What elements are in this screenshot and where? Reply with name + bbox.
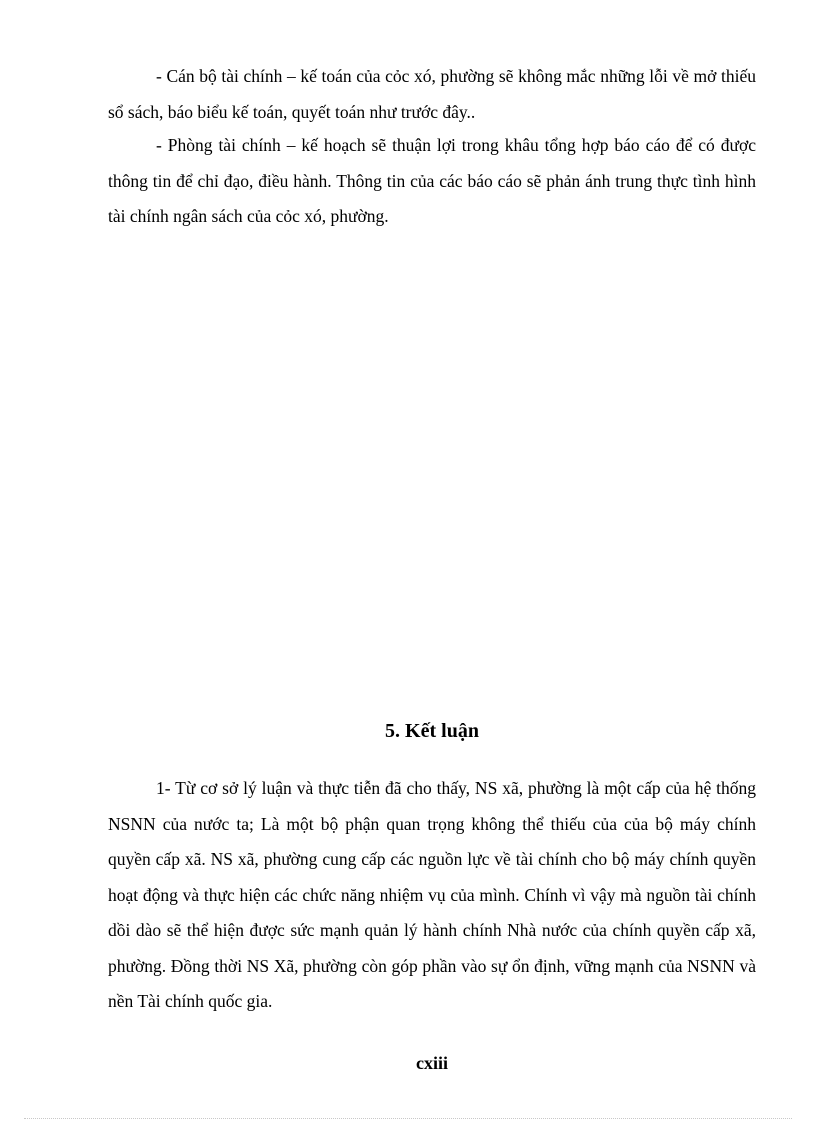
section-heading: 5. Kết luận — [385, 720, 479, 742]
page-bottom-divider — [24, 1118, 792, 1119]
conclusion-paragraph: 1- Từ cơ sở lý luận và thực tiễn đã cho thấy, NS xã, phường là một cấp của hệ thống NSNN của nước ta; Là một bộ phận quan trọng không thể thiếu của của bộ máy chính quyền cấp xã. NS xã, phường cung cấp các nguồn lực về tài chính cho bộ máy chính quyền hoạt động và thực hiện các chức năng nhiệm vụ của mình. Chính vì vậy mà nguồn tài chính dồi dào sẽ thể hiện được sức mạnh quản lý hành chính Nhà nước của chính quyền cấp xã, phường. Đồng thời NS Xã, phường còn góp phần vào sự ổn định, vững mạnh của NSNN và nền Tài chính quốc gia. — [108, 778, 756, 1011]
body-paragraph: - Cán bộ tài chính – kế toán của cỏc xó, phường sẽ không mắc những lỗi về mở thiếu sổ sách, báo biểu kế toán, quyết toán như trước đây.. — [108, 66, 756, 122]
page-number: cxiii — [416, 1053, 448, 1073]
body-paragraph: - Phòng tài chính – kế hoạch sẽ thuận lợi trong khâu tổng hợp báo cáo để có được thông tin để chỉ đạo, điều hành. Thông tin của các báo cáo sẽ phản ánh trung thực tình hình tài chính ngân sách của cỏc xó, phường. — [108, 135, 756, 226]
